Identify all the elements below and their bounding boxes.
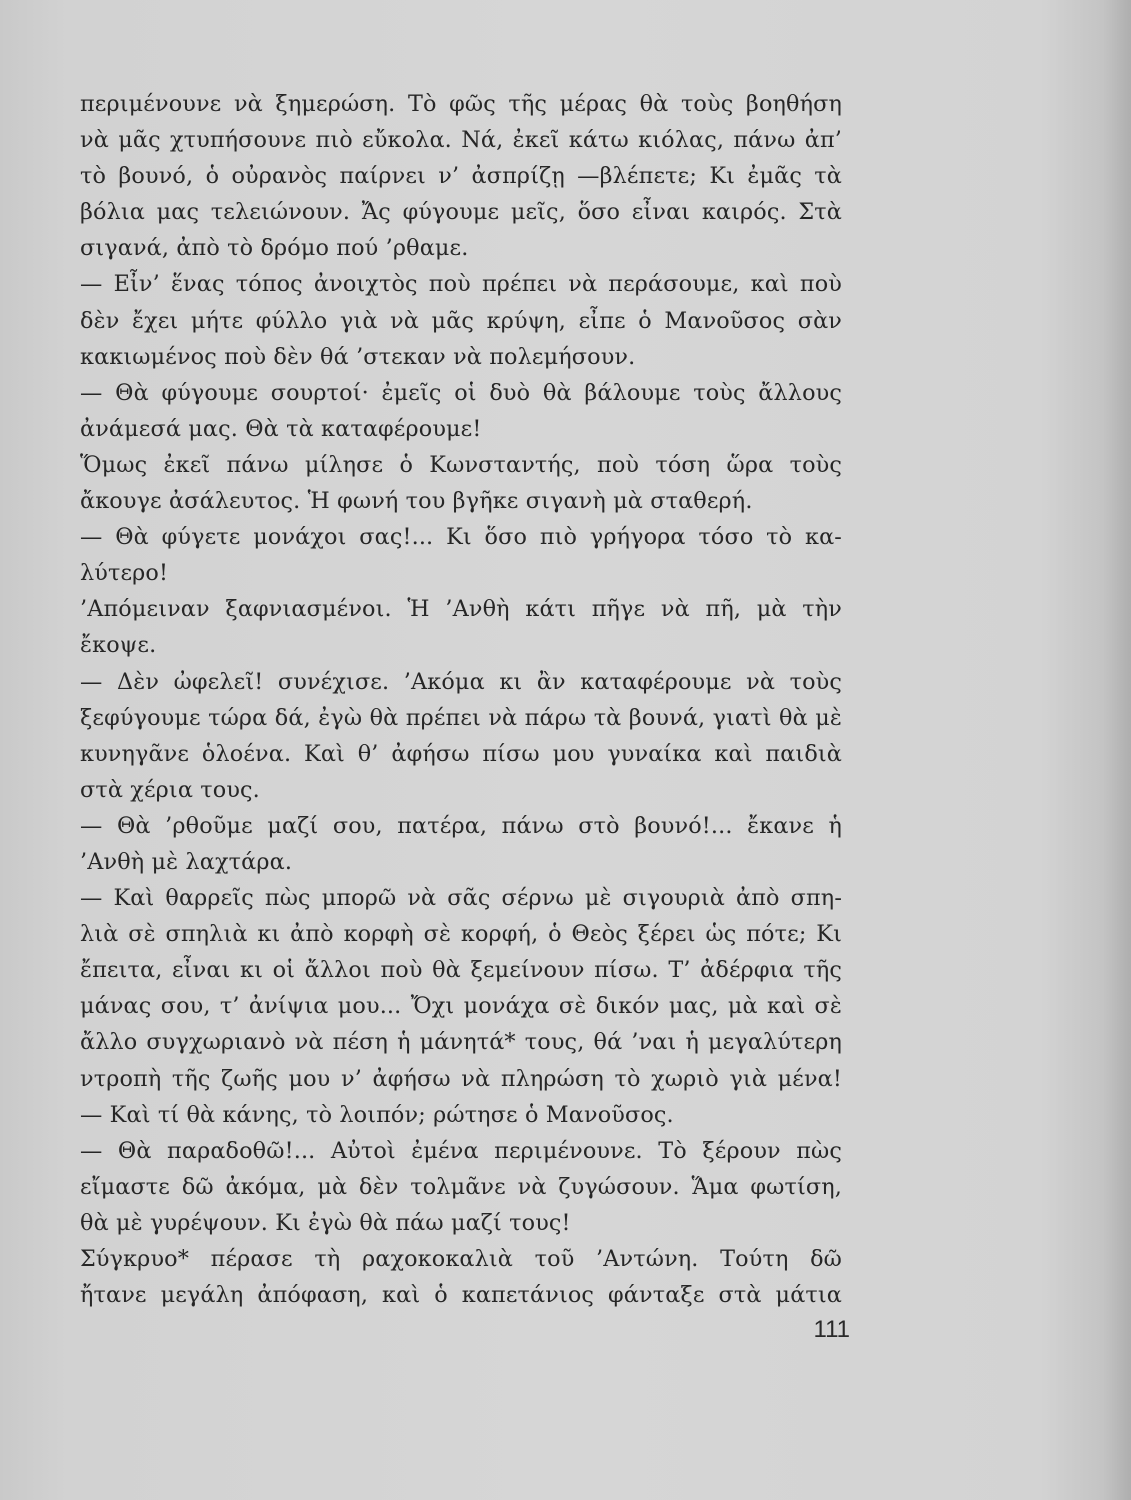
text-line: Σύγκρυο* πέρασε τὴ ραχοκοκαλιὰ τοῦ ’Αντώνη. Τούτη δῶ (80, 1246, 842, 1272)
text-line: — Δὲν ὠφελεῖ! συνέχισε. ’Ακόμα κι ἂν καταφέρουμε νὰ τοὺς (80, 668, 842, 695)
text-line: κυνηγᾶνε ὁλοένα. Καὶ θ’ ἀφήσω πίσω μου γυναίκα καὶ παιδιὰ (80, 740, 842, 767)
text-line: μάνας σου, τ’ ἀνίψια μου... Ὄχι μονάχα σὲ δικόν μας, μὰ καὶ σὲ (80, 993, 842, 1020)
text-line: θὰ μὲ γυρέψουν. Κι ἐγὼ θὰ πάω μαζί τους! (80, 1209, 571, 1236)
text-line: — Εἶν’ ἕνας τόπος ἀνοιχτὸς ποὺ πρέπει νὰ περάσουμε, καὶ ποὺ (80, 271, 842, 298)
text-line: — Θὰ ’ρθοῦμε μαζί σου, πατέρα, πάνω στὸ βουνό!... ἔκανε ἡ (80, 812, 842, 839)
text-line: ντροπὴ τῆς ζωῆς μου ν’ ἀφήσω νὰ πληρώση τὸ χωριὸ γιὰ μένα! (80, 1065, 842, 1092)
text-line: ἔκοψε. (80, 632, 157, 659)
body-text (80, 86, 842, 1313)
text-line: Ὅμως ἐκεῖ πάνω μίλησε ὁ Κωνσταντής, ποὺ τόση ὥρα τοὺς (80, 451, 842, 478)
text-line: — Θὰ φύγουμε σουρτοί· ἐμεῖς οἱ δυὸ θὰ βάλουμε τοὺς ἄλλους (80, 379, 842, 406)
text-line: ’Ανθὴ μὲ λαχτάρα. (80, 848, 293, 875)
text-line: λιὰ σὲ σπηλιὰ κι ἀπὸ κορφὴ σὲ κορφή, ὁ Θεὸς ξέρει ὡς πότε; Κι (80, 921, 842, 948)
text-line: δὲν ἔχει μήτε φύλλο γιὰ νὰ μᾶς κρύψη, εἶπε ὁ Μανοῦσος σὰν (80, 307, 842, 334)
text-line: — Καὶ τί θὰ κάνης, τὸ λοιπόν; ρώτησε ὁ Μανοῦσος. (80, 1101, 674, 1128)
page-number: 111 (813, 1316, 850, 1343)
text-line: ’Απόμειναν ξαφνιασμένοι. Ἡ ’Ανθὴ κάτι πῆγε νὰ πῆ, μὰ τὴν (80, 596, 842, 623)
text-line: — Καὶ θαρρεῖς πὼς μπορῶ νὰ σᾶς σέρνω μὲ σιγουριὰ ἀπὸ σπη- (80, 885, 842, 912)
text-line: στὰ χέρια τους. (80, 776, 260, 803)
text-line: ἔπειτα, εἶναι κι οἱ ἄλλοι ποὺ θὰ ξεμείνουν πίσω. Τ’ ἀδέρφια τῆς (80, 957, 842, 984)
text-line: τὸ βουνό, ὁ οὐρανὸς παίρνει ν’ ἀσπρίζῃ —βλέπετε; Κι ἐμᾶς τὰ (80, 163, 842, 190)
text-line: εἴμαστε δῶ ἀκόμα, μὰ δὲν τολμᾶνε νὰ ζυγώσουν. Ἅμα φωτίση, (80, 1173, 842, 1200)
text-line: ξεφύγουμε τώρα δά, ἐγὼ θὰ πρέπει νὰ πάρω τὰ βουνά, γιατὶ θὰ μὲ (80, 704, 842, 731)
text-line: λύτερο! (80, 560, 169, 587)
text-line: κακιωμένος ποὺ δὲν θά ’στεκαν νὰ πολεμήσουν. (80, 343, 636, 370)
text-line: — Θὰ φύγετε μονάχοι σας!... Κι ὅσο πιὸ γρήγορα τόσο τὸ κα- (80, 524, 842, 551)
text-line: σιγανά, ἀπὸ τὸ δρόμο πού ’ρθαμε. (80, 235, 469, 262)
text-line: ἄλλο συγχωριανὸ νὰ πέση ἡ μάνητά* τους, θά ’ναι ἡ μεγαλύτερη (80, 1029, 842, 1056)
text-line: ἄκουγε ἀσάλευτος. Ἡ φωνή του βγῆκε σιγανὴ μὰ σταθερή. (80, 488, 753, 515)
text-line: ἀνάμεσά μας. Θὰ τὰ καταφέρουμε! (80, 415, 482, 442)
text-line: — Θὰ παραδοθῶ!... Αὐτοὶ ἐμένα περιμένουνε. Τὸ ξέρουν πὼς (80, 1137, 842, 1164)
text-line: περιμένουνε νὰ ξημερώση. Τὸ φῶς τῆς μέρας θὰ τοὺς βοηθήση (80, 91, 842, 117)
text-line: ἤτανε μεγάλη ἀπόφαση, καὶ ὁ καπετάνιος φάνταξε στὰ μάτια (80, 1282, 842, 1309)
text-line: νὰ μᾶς χτυπήσουνε πιὸ εὔκολα. Νά, ἐκεῖ κάτω κιόλας, πάνω ἀπ’ (80, 127, 842, 154)
text-line: βόλια μας τελειώνουν. Ἄς φύγουμε μεῖς, ὅσο εἶναι καιρός. Στὰ (80, 199, 842, 226)
